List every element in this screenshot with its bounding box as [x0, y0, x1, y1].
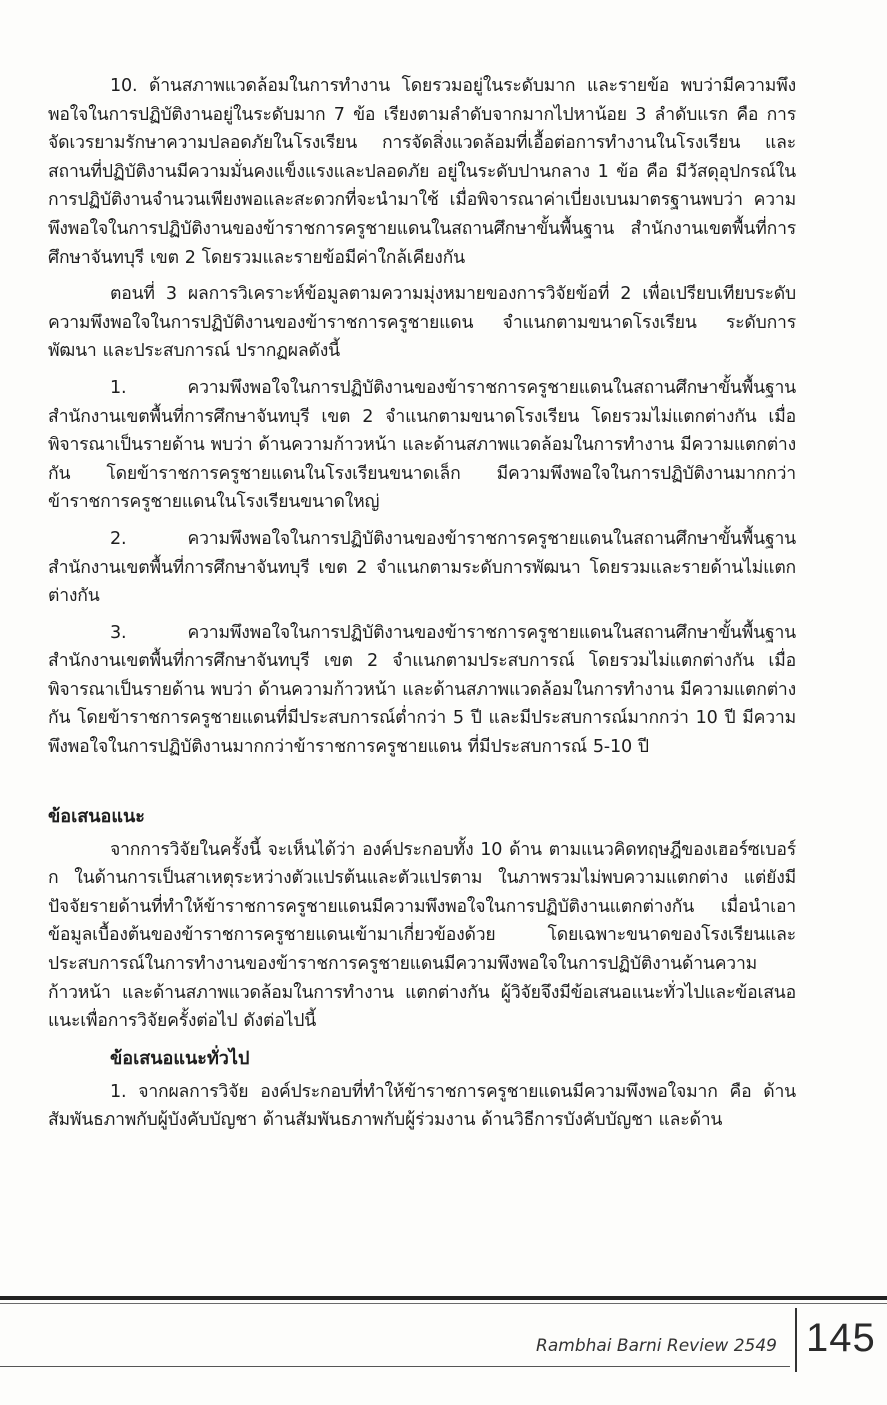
- section-gap: [48, 770, 796, 802]
- paragraph-part-3: ตอนที่ 3 ผลการวิเคราะห์ข้อมูลตามความมุ่งหมายของการวิจัยข้อที่ 2 เพื่อเปรียบเทียบระดับความพึงพอใจในการปฏิบัติงานของข้าราชการครูชายแดน จำแนกตามขนาดโรงเรียน ระดับการพัฒนา และประสบการณ์ ปรากฏผลดังนี้: [48, 284, 796, 362]
- journal-title: Rambhai Barni Review 2549: [536, 1336, 777, 1356]
- heading-suggestions: ข้อเสนอแนะ: [48, 805, 145, 827]
- page-number: 145: [806, 1316, 876, 1360]
- footer-rule-thin: [0, 1303, 887, 1304]
- footer-divider: [795, 1308, 797, 1372]
- paragraph-finding-1: 1. ความพึงพอใจในการปฏิบัติงานของข้าราชการครูชายแดนในสถานศึกษาขั้นพื้นฐาน สำนักงานเขตพื้นที่การศึกษาจันทบุรี เขต 2 จำแนกตามขนาดโรงเรียน โดยรวมไม่แตกต่างกัน เมื่อพิจารณาเป็นรายด้าน พบว่า ด้านความก้าวหน้า และด้านสภาพแวดล้อมในการทำงาน มีความแตกต่างกัน โดยข้าราชการครูชายแดนในโรงเรียนขนาดเล็ก มีความพึงพอใจในการปฏิบัติงานมากกว่าข้าราชการครูชายแดนในโรงเรียนขนาดใหญ่: [48, 377, 796, 513]
- footer-rule-thick: [0, 1296, 887, 1300]
- paragraph-finding-3: 3. ความพึงพอใจในการปฏิบัติงานของข้าราชการครูชายแดนในสถานศึกษาขั้นพื้นฐาน สำนักงานเขตพื้นที่การศึกษาจันทบุรี เขต 2 จำแนกตามประสบการณ์ โดยรวมไม่แตกต่างกัน เมื่อพิจารณาเป็นรายด้าน พบว่า ด้านความก้าวหน้า และด้านสภาพแวดล้อมในการทำงาน มีความแตกต่างกัน โดยข้าราชการครูชายแดนที่มีประสบการณ์ต่ำกว่า 5 ปี และมีประสบการณ์มากกว่า 10 ปี มีความพึงพอใจในการปฏิบัติงานมากกว่าข้าราชการครูชายแดน ที่มีประสบการณ์ 5-10 ปี: [48, 622, 796, 758]
- page-body: [48, 72, 796, 1143]
- paragraph-general-1: 1. จากผลการวิจัย องค์ประกอบที่ทำให้ข้าราชการครูชายแดนมีความพึงพอใจมาก คือ ด้านสัมพันธภาพกับผู้บังคับบัญชา ด้านสัมพันธภาพกับผู้ร่วมงาน ด้านวิธีการบังคับบัญชา และด้าน: [48, 1081, 796, 1131]
- paragraph-result-10: 10. ด้านสภาพแวดล้อมในการทำงาน โดยรวมอยู่ในระดับมาก และรายข้อ พบว่ามีความพึงพอใจในการปฏิบัติงานอยู่ในระดับมาก 7 ข้อ เรียงตามลำดับจากมากไปหาน้อย 3 ลำดับแรก คือ การจัดเวรยามรักษาความปลอดภัยในโรงเรียน การจัดสิ่งแวดล้อมที่เอื้อต่อการทำงานในโรงเรียน และสถานที่ปฏิบัติงานมีความมั่นคงแข็งแรงและปลอดภัย อยู่ในระดับปานกลาง 1 ข้อ คือ มีวัสดุอุปกรณ์ในการปฏิบัติงานจำนวนเพียงพอและสะดวกที่จะนำมาใช้ เมื่อพิจารณาค่าเบี่ยงเบนมาตรฐานพบว่า ความพึงพอใจในการปฏิบัติงานของข้าราชการครูชายแดนในสถานศึกษาขั้นพื้นฐาน สำนักงานเขตพื้นที่การศึกษาจันทบุรี เขต 2 โดยรวมและรายข้อมีค่าใกล้เคียงกัน: [48, 76, 796, 268]
- paragraph-suggestions-intro: จากการวิจัยในครั้งนี้ จะเห็นได้ว่า องค์ประกอบทั้ง 10 ด้าน ตามแนวคิดทฤษฎีของเฮอร์ซเบอร์ก ในด้านการเป็นสาเหตุระหว่างตัวแปรต้นและตัวแปรตาม ในภาพรวมไม่พบความแตกต่าง แต่ยังมีปัจจัยรายด้านที่ทำให้ข้าราชการครูชายแดนมีความพึงพอใจในการปฏิบัติงานแตกต่างกัน เมื่อนำเอาข้อมูลเบื้องต้นของข้าราชการครูชายแดนเข้ามาเกี่ยวข้องด้วย โดยเฉพาะขนาดของโรงเรียนและประสบการณ์ในการทำงานของข้าราชการครูชายแดนมีความพึงพอใจในการปฏิบัติงานด้านความก้าวหน้า และด้านสภาพแวดล้อมในการทำงาน แตกต่างกัน ผู้วิจัยจึงมีข้อเสนอแนะทั่วไปและข้อเสนอแนะเพื่อการวิจัยครั้งต่อไป ดังต่อไปนี้: [48, 839, 796, 1032]
- paragraph-finding-2: 2. ความพึงพอใจในการปฏิบัติงานของข้าราชการครูชายแดนในสถานศึกษาขั้นพื้นฐาน สำนักงานเขตพื้นที่การศึกษาจันทบุรี เขต 2 จำแนกตามระดับการพัฒนา โดยรวมและรายด้านไม่แตกต่างกัน: [48, 528, 796, 607]
- heading-general-suggestions: ข้อเสนอแนะทั่วไป: [110, 1047, 250, 1069]
- footer-bottom-rule: [0, 1366, 790, 1367]
